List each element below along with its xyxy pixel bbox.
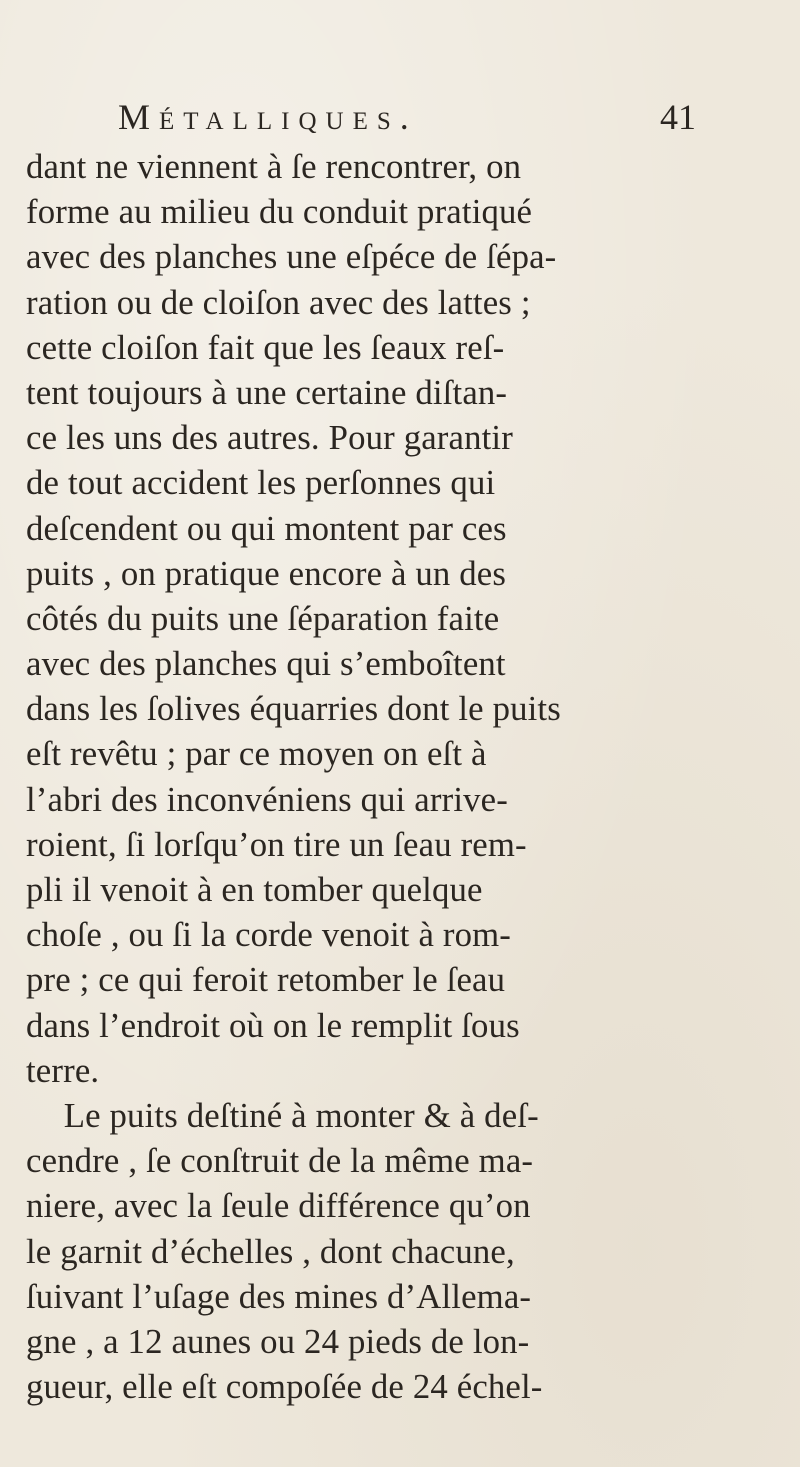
text-line: choſe , ou ſi la corde venoit à rom- — [26, 915, 512, 955]
text-line: ration ou de cloiſon avec des lattes ; — [26, 282, 531, 322]
text-line: tent toujours à une certaine diſtan- — [26, 372, 508, 412]
text-line: pli il venoit à en tomber quelque — [26, 870, 483, 909]
text-line: forme au milieu du conduit pratiqué — [26, 192, 533, 232]
text-line: ſuivant l’uſage des mines d’Allema- — [26, 1276, 532, 1316]
text-line: roient, ſi lorſqu’on tire un ſeau rem- — [26, 824, 527, 864]
text-line: de tout accident les perſonnes qui — [26, 463, 496, 503]
body-text — [26, 144, 786, 1409]
paragraph-start-line: Le puits deſtiné à monter & à deſ- — [63, 1095, 539, 1135]
running-title: Métalliques. — [118, 97, 418, 137]
running-head — [118, 96, 718, 142]
text-line: avec des planches qui s’emboîtent — [26, 644, 506, 684]
text-line: dans l’endroit où on le remplit ſous — [26, 1005, 520, 1045]
text-line: dans les ſolives équarries dont le puits — [26, 689, 561, 729]
text-line: terre. — [26, 1050, 100, 1090]
text-line: puits , on pratique encore à un des — [26, 553, 507, 593]
text-line: avec des planches une eſpéce de ſépa- — [26, 237, 557, 277]
text-line: ce les uns des autres. Pour garantir — [26, 418, 513, 458]
text-line: niere, avec la ſeule différence qu’on — [26, 1186, 531, 1226]
text-line: deſcendent ou qui montent par ces — [26, 508, 507, 548]
text-line: le garnit d’échelles , dont chacune, — [26, 1231, 515, 1271]
text-line: cendre , ſe conſtruit de la même ma- — [26, 1141, 534, 1181]
text-line: dant ne viennent à ſe rencontrer, on — [26, 147, 522, 186]
text-line: pre ; ce qui feroit retomber le ſeau — [26, 960, 506, 1000]
page-number: 41 — [660, 97, 696, 137]
text-line: eſt revêtu ; par ce moyen on eſt à — [26, 734, 487, 774]
text-line: cette cloiſon fait que les ſeaux reſ- — [26, 327, 505, 367]
text-line: l’abri des inconvéniens qui arrive- — [26, 779, 508, 819]
text-line: côtés du puits une ſéparation faite — [26, 598, 500, 638]
text-line: gne , a 12 aunes ou 24 pieds de lon- — [26, 1321, 530, 1361]
text-line: gueur, elle eſt compoſée de 24 échel- — [26, 1367, 543, 1407]
